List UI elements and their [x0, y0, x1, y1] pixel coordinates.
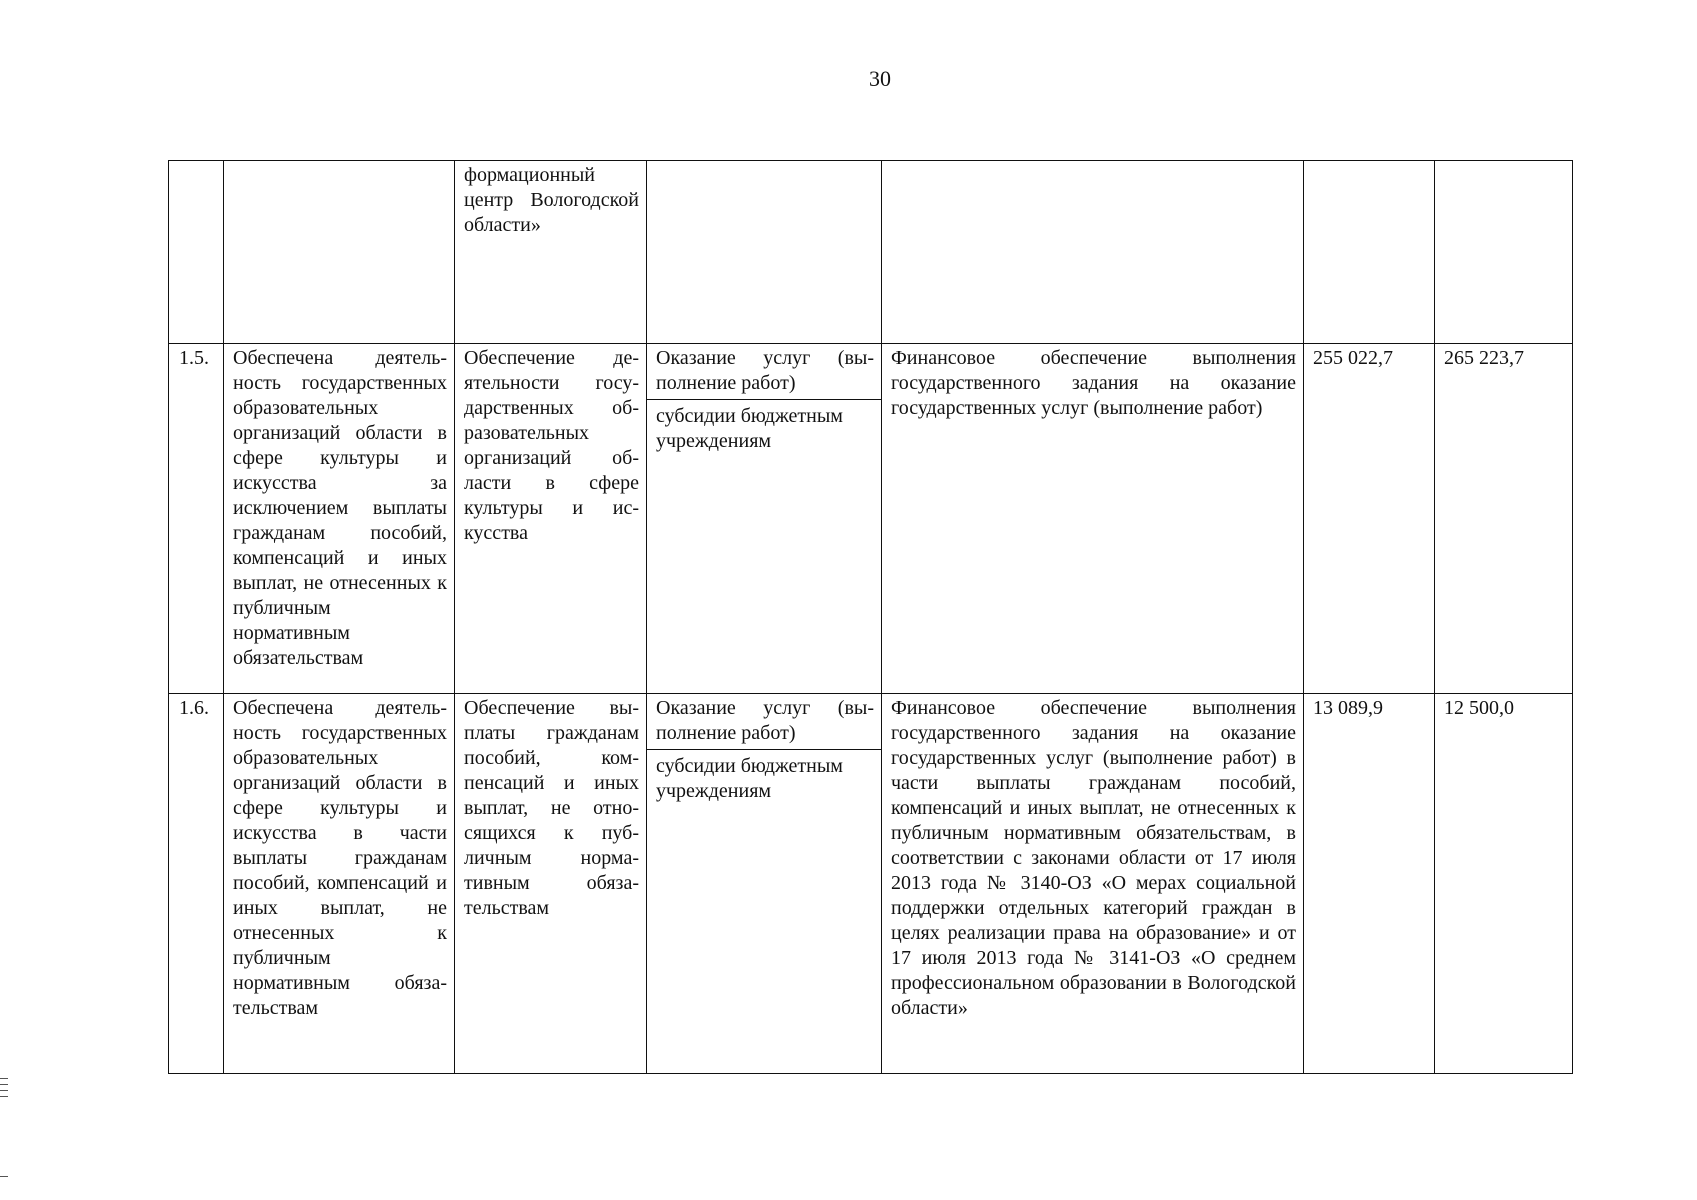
scan-mark — [0, 1176, 8, 1177]
value-1-cell: 255 022,7 — [1304, 344, 1435, 694]
scan-mark — [0, 1090, 8, 1091]
scan-mark — [0, 1084, 8, 1085]
value-2-cell: 12 500,0 — [1435, 694, 1573, 1074]
expense-subtype-label: субсидии бюджетным учреждениям — [656, 405, 843, 452]
expense-type-label: Оказание услуг (выполнение работ) — [647, 694, 881, 750]
scan-mark — [0, 1078, 8, 1079]
row-number-cell: 1.5. — [169, 344, 224, 694]
value-2-cell — [1435, 161, 1573, 344]
row-number-cell: 1.6. — [169, 694, 224, 1074]
value-1-cell: 13 089,9 — [1304, 694, 1435, 1074]
expense-type-cell — [647, 694, 882, 1074]
measure-cell: Обеспечение деятельности государственных образовательных организаций области в сфере культуры и искусства — [455, 344, 647, 694]
measure-cell: формационный центр Вологодской области» — [455, 161, 647, 344]
expense-type-label: Оказание услуг (выполнение работ) — [647, 344, 881, 400]
scan-mark — [0, 1096, 8, 1097]
program-activities-table — [168, 160, 1573, 1074]
expense-type-cell — [647, 161, 882, 344]
result-cell — [224, 161, 455, 344]
value-1-cell — [1304, 161, 1435, 344]
result-cell: Обеспечена деятельность государственных образовательных организаций области в сфере культуры и искусства за исключением выплаты гражданам пособий, компенсаций и иных выплат, не отнесенных к публичным нормативным обязательствам — [224, 344, 455, 694]
result-cell: Обеспечена деятельность государственных образовательных организаций области в сфере культуры и искусства в части выплаты гражданам пособий, компенсаций и иных выплат, не отнесенных к публичным нормативным обязательствам — [224, 694, 455, 1074]
table-row-continuation — [169, 161, 1573, 344]
measure-cell: Обеспечение выплаты гражданам пособий, компенсаций и иных выплат, не относящихся к публичным нормативным обязательствам — [455, 694, 647, 1074]
expense-subtype-label: субсидии бюджетным учреждениям — [656, 755, 843, 802]
value-2-cell: 265 223,7 — [1435, 344, 1573, 694]
table-row-1-5 — [169, 344, 1573, 694]
purpose-cell — [882, 161, 1304, 344]
purpose-cell: Финансовое обеспечение выполнения государственного задания на оказание государственных услуг (выполнение работ) в части выплаты гражданам пособий, компенсаций и иных выплат, не отнесенных к публичным нормативным обязательствам, в соответствии с законами области от 17 июля 2013 года № 3140-ОЗ «О мерах социальной поддержки отдельных категорий граждан в целях реализации права на образование» и от 17 июля 2013 года № 3141-ОЗ «О среднем профессиональном образовании в Вологодской области» — [882, 694, 1304, 1074]
table-row-1-6 — [169, 694, 1573, 1074]
row-number-cell — [169, 161, 224, 344]
page-number: 30 — [869, 66, 891, 91]
expense-type-cell — [647, 344, 882, 694]
purpose-cell: Финансовое обеспечение выполнения государственного задания на оказание государственных услуг (выполнение работ) — [882, 344, 1304, 694]
